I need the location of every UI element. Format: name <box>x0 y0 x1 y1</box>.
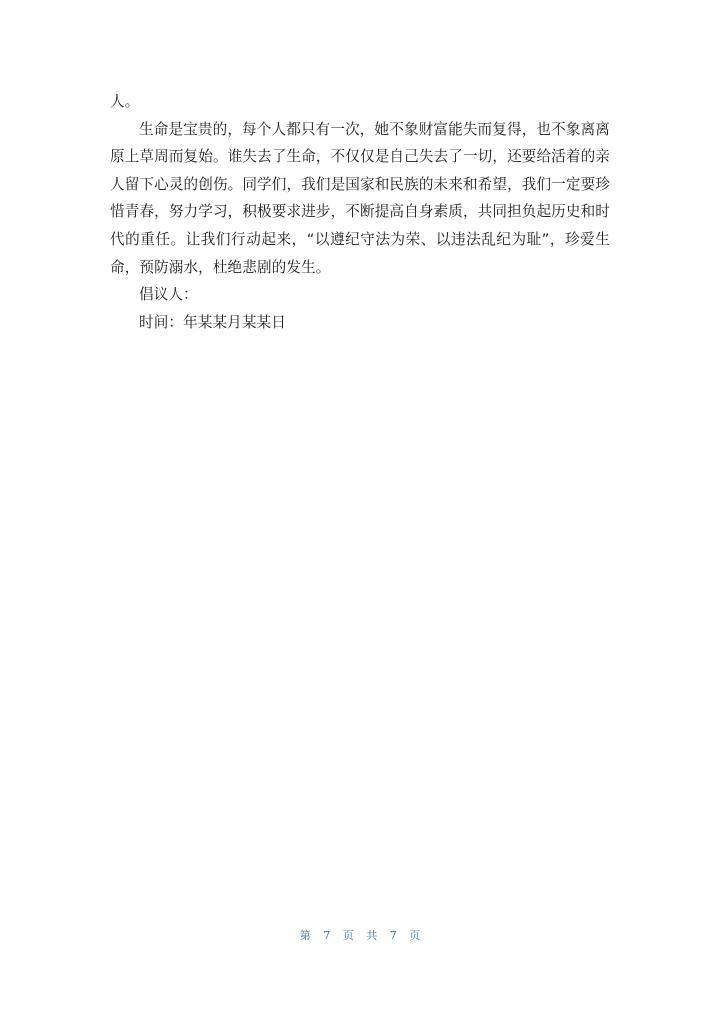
footer-total-pages: 7 <box>389 929 397 942</box>
date-line: 时间：年某某月某某日 <box>139 313 286 331</box>
page-footer <box>0 927 720 943</box>
paragraph-main: 生命是宝贵的，每个人都只有一次，她不象财富能失而复得，也不象离离原上草周而复始。谁失去了生命，不仅仅是自己失去了一切，还要给活着的亲人留下心灵的创伤。同学们，我们是国家和民族的未来和希望，我们一定要珍惜青春，努力学习，积极要求进步，不断提高自身素质，共同担负起历史和时代的重任。让我们行动起来，“以遵纪守法为荣、以违法乱纪为耻”，珍爱生命，预防溺水，杜绝悲剧的发生。 <box>110 120 610 276</box>
footer-word-di: 第 <box>299 929 311 942</box>
footer-current-page: 7 <box>323 929 331 942</box>
document-body <box>110 88 610 336</box>
paragraph-continuation: 人。 <box>110 93 140 110</box>
footer-word-ye: 页 <box>342 929 354 942</box>
initiator-label: 倡议人： <box>139 286 198 304</box>
footer-word-gong: 共 <box>366 929 378 942</box>
footer-word-ye-end: 页 <box>409 929 421 942</box>
